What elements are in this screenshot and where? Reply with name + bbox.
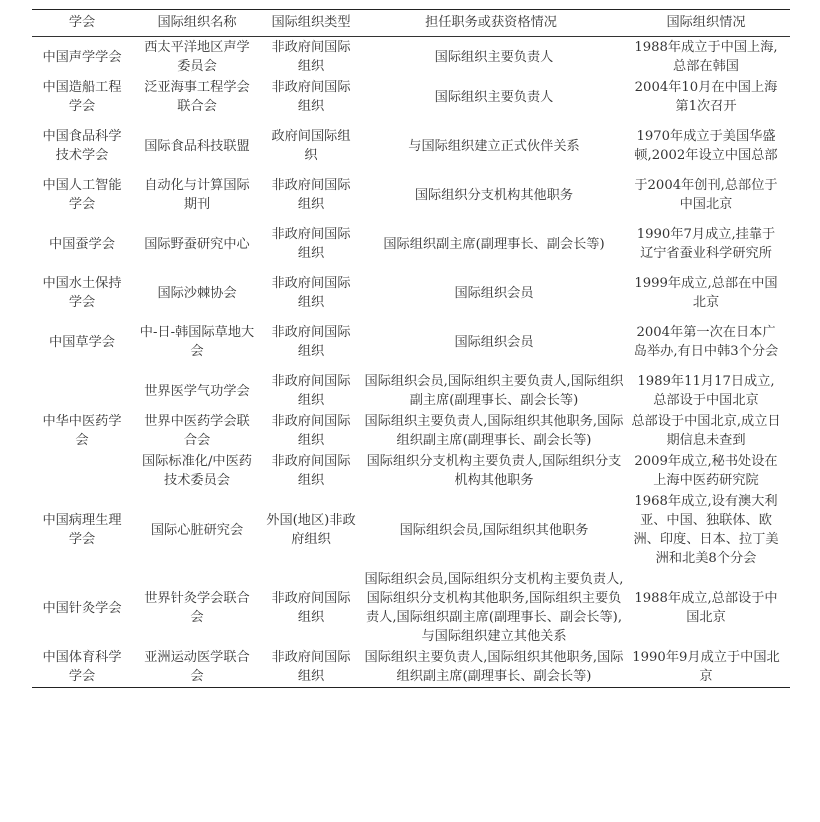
cell-society: 中国水土保持学会: [42, 276, 122, 310]
table-row: [32, 37, 790, 78]
cell-org-name: 国际标准化/中医药技术委员会: [142, 454, 252, 488]
cell-role: 国际组织主要负责人,国际组织其他职务,国际组织副主席(副理事长、副会长等): [360, 647, 622, 688]
cell-society: 中国造船工程学会: [42, 80, 122, 114]
cell-org-type: 非政府间国际组织: [271, 178, 351, 212]
cell-role: 国际组织主要负责人,国际组织其他职务,国际组织副主席(副理事长、副会长等): [364, 414, 624, 448]
cell-society: 中国针灸学会: [42, 600, 122, 616]
cell-society: 中国声学学会: [42, 49, 122, 65]
cell-org-info: 1990年9月成立于中国北京: [622, 647, 790, 688]
header-role: 担任职务或获资格情况: [360, 10, 622, 37]
header-org-type: 国际组织类型: [262, 10, 360, 37]
cell-org-name: 国际沙棘协会: [157, 285, 237, 301]
cell-org-type: 非政府间国际组织: [271, 414, 351, 448]
cell-role: 国际组织会员: [454, 334, 534, 350]
table-row: [32, 77, 790, 117]
table-row: [32, 647, 790, 688]
cell-org-info: 1990年7月成立,挂靠于辽宁省蚕业科学研究所: [636, 227, 776, 261]
table-row: [32, 175, 790, 215]
cell-org-name: 国际食品科技联盟: [144, 138, 250, 154]
cell-org-name: 世界中医药学会联合会: [144, 414, 250, 448]
cell-org-info: 1988年成立于中国上海,总部在韩国: [634, 40, 778, 74]
cell-org-info: 1999年成立,总部在中国北京: [634, 276, 778, 310]
cell-society: 中国病理生理学会: [42, 513, 122, 547]
header-org-info: 国际组织情况: [622, 10, 790, 37]
cell-org-name: 泛亚海事工程学会联合会: [144, 80, 250, 114]
cell-role: 与国际组织建立正式伙伴关系: [408, 138, 580, 154]
cell-org-name: 国际野蚕研究中心: [144, 236, 250, 252]
table-row: [32, 273, 790, 313]
cell-org-info: 2004年第一次在日本广岛举办,有日中韩3个分会: [633, 325, 779, 359]
cell-org-name: 世界针灸学会联合会: [144, 591, 250, 625]
cell-org-type: 非政府间国际组织: [262, 647, 360, 688]
cell-org-type: 政府间国际组织: [271, 129, 351, 163]
table-row: [32, 411, 790, 451]
cell-role: 国际组织会员,国际组织分支机构主要负责人,国际组织分支机构其他职务,国际组织主要负责人,国际组织副主席(副理事长、副会长等),与国际组织建立其他关系: [364, 572, 624, 644]
cell-org-info: 1989年11月17日成立,总部设于中国北京: [637, 374, 775, 408]
cell-org-info: 2009年成立,秘书处设在上海中医药研究院: [634, 454, 778, 488]
cell-role: 国际组织分支机构其他职务: [414, 187, 574, 203]
table-header-row: [32, 10, 790, 37]
cell-org-name: 西太平洋地区声学委员会: [144, 40, 250, 74]
table-row: [32, 491, 790, 569]
cell-org-info: 1970年成立于美国华盛顿,2002年设立中国总部: [634, 129, 778, 163]
cell-society: 中国人工智能学会: [42, 178, 122, 212]
table-row: [32, 371, 790, 411]
cell-org-type: 外国(地区)非政府组织: [266, 513, 356, 547]
cell-org-type: 非政府间国际组织: [271, 227, 351, 261]
cell-org-name: 世界医学气功学会: [144, 383, 250, 399]
cell-society: 中华中医药学会: [42, 414, 122, 448]
cell-org-name: 国际心脏研究会: [150, 522, 244, 538]
cell-org-name: 中-日-韩国际草地大会: [139, 325, 255, 359]
cell-org-type: 非政府间国际组织: [271, 80, 351, 114]
cell-society: 中国体育科学学会: [32, 647, 132, 688]
society-international-org-table: [32, 9, 790, 688]
cell-role: 国际组织会员: [454, 285, 534, 301]
table-row: [32, 451, 790, 491]
cell-org-info: 1988年成立,总部设于中国北京: [634, 591, 778, 625]
cell-society: 中国食品科学技术学会: [42, 129, 122, 163]
table-row: [32, 313, 790, 371]
cell-org-type: 非政府间国际组织: [271, 454, 351, 488]
cell-org-type: 非政府间国际组织: [271, 591, 351, 625]
table-row: [32, 117, 790, 175]
cell-role: 国际组织副主席(副理事长、副会长等): [383, 236, 605, 252]
table-row: [32, 215, 790, 273]
cell-role: 国际组织会员,国际组织其他职务: [399, 522, 589, 538]
cell-org-info: 1968年成立,设有澳大利亚、中国、独联体、欧洲、印度、日本、拉丁美洲和北美8个分会: [633, 494, 779, 566]
cell-role: 国际组织会员,国际组织主要负责人,国际组织副主席(副理事长、副会长等): [364, 374, 624, 408]
cell-org-name: 亚洲运动医学联合会: [132, 647, 262, 688]
cell-org-info: 总部设于中国北京,成立日期信息未查到: [631, 414, 781, 448]
cell-org-info: 2004年10月在中国上海第1次召开: [634, 80, 778, 114]
header-org-name: 国际组织名称: [132, 10, 262, 37]
cell-org-type: 非政府间国际组织: [271, 374, 351, 408]
cell-org-type: 非政府间国际组织: [271, 276, 351, 310]
cell-society: 中国蚕学会: [49, 236, 115, 252]
cell-role: 国际组织主要负责人: [434, 89, 554, 105]
cell-society: 中国草学会: [49, 334, 115, 350]
cell-role: 国际组织分支机构主要负责人,国际组织分支机构其他职务: [366, 454, 622, 488]
table-row: [32, 569, 790, 647]
data-table: [32, 9, 790, 688]
cell-org-type: 非政府间国际组织: [271, 40, 351, 74]
cell-org-info: 于2004年创刊,总部位于中国北京: [634, 178, 778, 212]
header-society: 学会: [32, 10, 132, 37]
cell-role: 国际组织主要负责人: [434, 49, 554, 65]
cell-org-type: 非政府间国际组织: [271, 325, 351, 359]
cell-org-name: 自动化与计算国际期刊: [144, 178, 250, 212]
